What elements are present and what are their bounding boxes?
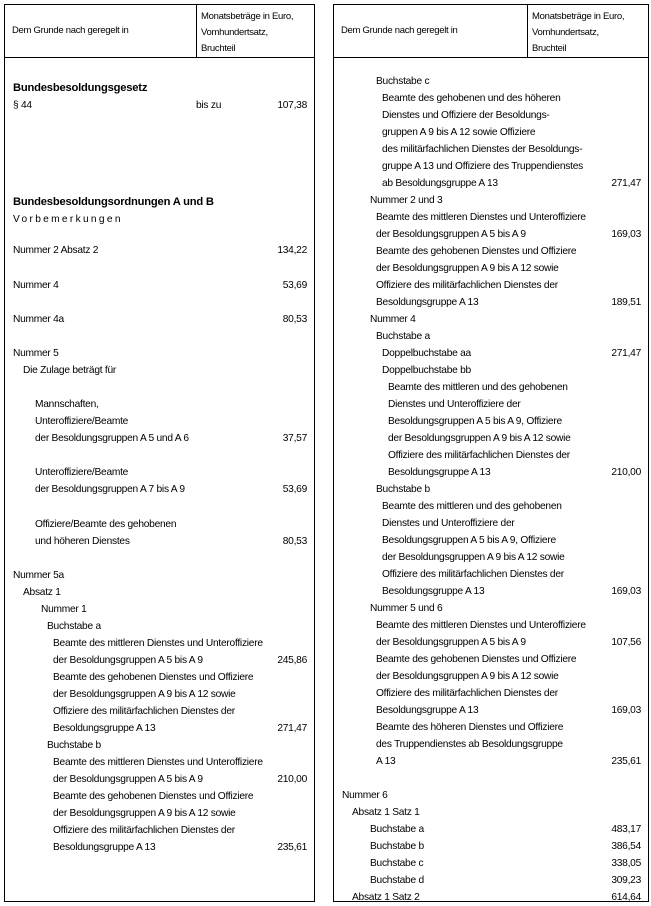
table-row (5, 277, 314, 294)
header-amount-label: Monatsbeträge in Euro, Vomhundertsatz, Bruchteil (201, 11, 294, 54)
row-text: der Besoldungsgruppen A 5 bis A 9 (53, 774, 203, 785)
header-amount-label: Monatsbeträge in Euro, Vomhundertsatz, Bruchteil (532, 11, 625, 54)
table-row (5, 533, 314, 550)
table-row (334, 872, 648, 889)
row-value: 169,03 (611, 586, 641, 597)
row-qualifier: bis zu (196, 100, 222, 111)
table-row (5, 839, 314, 856)
row-text: der Besoldungsgruppen A 9 bis A 12 sowie (376, 263, 559, 274)
row-text: Absatz 1 Satz 1 (352, 807, 420, 818)
row-value: 235,61 (277, 842, 307, 853)
row-text: Absatz 1 (23, 587, 61, 598)
row-text: Beamte des mittleren und des gehobenen (388, 382, 568, 393)
row-text: der Besoldungsgruppen A 7 bis A 9 (35, 484, 185, 495)
row-value: 235,61 (611, 756, 641, 767)
row-text: A 13 (376, 756, 396, 767)
row-text: Beamte des mittleren Dienstes und Unteroffiziere (376, 212, 586, 223)
row-text: der Besoldungsgruppen A 9 bis A 12 sowie (53, 808, 236, 819)
row-value: 210,00 (611, 467, 641, 478)
row-value: 169,03 (611, 229, 641, 240)
row-text: Nummer 4 (13, 280, 59, 291)
row-text: Nummer 6 (342, 790, 388, 801)
row-text: Beamte des mittleren Dienstes und Unteroffiziere (376, 620, 586, 631)
row-text: Doppelbuchstabe bb (382, 365, 471, 376)
right-table (333, 4, 649, 902)
row-value: 271,47 (611, 178, 641, 189)
row-text: Beamte des gehobenen Dienstes und Offiziere (53, 672, 254, 683)
row-text: Buchstabe c (370, 858, 424, 869)
table-row (5, 242, 314, 259)
table-row (5, 652, 314, 669)
row-value: 107,56 (611, 637, 641, 648)
table-row (5, 601, 314, 618)
table-row (334, 532, 648, 549)
header-divider (527, 5, 528, 57)
row-text: der Besoldungsgruppen A 5 bis A 9 (376, 637, 526, 648)
table-row (334, 515, 648, 532)
table-row (5, 805, 314, 822)
table-row (334, 345, 648, 362)
row-text: Bundesbesoldungsordnungen A und B (13, 196, 214, 208)
row-text: Dienstes und Unteroffiziere der (388, 399, 521, 410)
row-text: Buchstabe a (370, 824, 424, 835)
row-value: 189,51 (611, 297, 641, 308)
table-row (334, 294, 648, 311)
row-text: Beamte des gehobenen Dienstes und Offiziere (376, 654, 577, 665)
row-value: 80,53 (282, 314, 307, 325)
row-text: der Besoldungsgruppen A 9 bis A 12 sowie (382, 552, 565, 563)
row-text: Offiziere des militärfachlichen Dienstes der (376, 280, 558, 291)
row-text: Nummer 1 (41, 604, 87, 615)
row-text: Buchstabe a (47, 621, 101, 632)
row-value: 271,47 (277, 723, 307, 734)
table-row (334, 889, 648, 906)
row-text: der Besoldungsgruppen A 9 bis A 12 sowie (388, 433, 571, 444)
table-row (334, 396, 648, 413)
row-text: Buchstabe a (376, 331, 430, 342)
row-text: § 44 (13, 100, 32, 111)
table-row (334, 73, 648, 90)
table-row (334, 107, 648, 124)
row-text: Mannschaften, (35, 399, 99, 410)
table-row (334, 158, 648, 175)
row-text: Nummer 5a (13, 570, 64, 581)
table-row (334, 651, 648, 668)
row-text: Offiziere des militärfachlichen Dienstes der (382, 569, 564, 580)
row-text: Besoldungsgruppen A 5 bis A 9, Offiziere (382, 535, 556, 546)
row-text: gruppe A 13 und Offiziere des Truppendienstes (382, 161, 583, 172)
row-text: Offiziere des militärfachlichen Dienstes der (376, 688, 558, 699)
row-text: Buchstabe c (376, 76, 430, 87)
table-row (5, 362, 314, 379)
row-text: Beamte des mittleren Dienstes und Unteroffiziere (53, 757, 263, 768)
table-row (5, 618, 314, 635)
row-text: und höheren Dienstes (35, 536, 130, 547)
table-row (5, 788, 314, 805)
row-text: Nummer 5 und 6 (370, 603, 443, 614)
row-text: Besoldungsgruppen A 5 bis A 9, Offiziere (388, 416, 562, 427)
row-value: 53,69 (282, 280, 307, 291)
table-row (5, 464, 314, 481)
row-value: 107,38 (277, 100, 307, 111)
table-row (334, 583, 648, 600)
table-row (5, 194, 314, 211)
row-text: Beamte des mittleren Dienstes und Unteroffiziere (53, 638, 263, 649)
row-text: Dienstes und Offiziere der Besoldungs- (382, 110, 550, 121)
row-text: Beamte des mittleren und des gehobenen (382, 501, 562, 512)
table-row (334, 855, 648, 872)
row-text: ab Besoldungsgruppe A 13 (382, 178, 498, 189)
row-text: des militärfachlichen Dienstes der Besoldungs- (382, 144, 583, 155)
table-row (5, 345, 314, 362)
row-text: Nummer 4a (13, 314, 64, 325)
table-row (334, 311, 648, 328)
table-row (334, 328, 648, 345)
table-row (5, 311, 314, 328)
row-text: Besoldungsgruppe A 13 (53, 723, 156, 734)
table-row (334, 243, 648, 260)
row-value: 134,22 (277, 245, 307, 256)
row-text: der Besoldungsgruppen A 5 und A 6 (35, 433, 189, 444)
row-value: 210,00 (277, 774, 307, 785)
table-row (334, 362, 648, 379)
table-row (5, 635, 314, 652)
row-text: der Besoldungsgruppen A 5 bis A 9 (53, 655, 203, 666)
row-value: 37,57 (282, 433, 307, 444)
table-row (334, 379, 648, 396)
table-row (5, 430, 314, 447)
row-value: 338,05 (611, 858, 641, 869)
row-text: Dienstes und Unteroffiziere der (382, 518, 515, 529)
row-value: 386,54 (611, 841, 641, 852)
row-text: Besoldungsgruppe A 13 (376, 297, 479, 308)
table-row (334, 566, 648, 583)
table-row (5, 516, 314, 533)
row-text: des Truppendienstes ab Besoldungsgruppe (376, 739, 563, 750)
row-text: Besoldungsgruppe A 13 (388, 467, 491, 478)
table-row (334, 668, 648, 685)
table-row (334, 736, 648, 753)
table-row (334, 209, 648, 226)
table-row (5, 669, 314, 686)
table-row (334, 277, 648, 294)
table-row (334, 481, 648, 498)
table-row (334, 124, 648, 141)
row-value: 245,86 (277, 655, 307, 666)
table-row (5, 771, 314, 788)
table-row (334, 685, 648, 702)
table-row (334, 447, 648, 464)
table-row (5, 703, 314, 720)
row-text: Doppelbuchstabe aa (382, 348, 471, 359)
table-row (5, 396, 314, 413)
table-row (334, 787, 648, 804)
row-text: Buchstabe b (47, 740, 101, 751)
table-row (334, 600, 648, 617)
table-row (334, 464, 648, 481)
row-text: Offiziere des militärfachlichen Dienstes der (53, 825, 235, 836)
table-row (334, 753, 648, 770)
row-text: Buchstabe b (376, 484, 430, 495)
table-row (5, 737, 314, 754)
row-text: Absatz 1 Satz 2 (352, 892, 420, 903)
row-text: Offiziere/Beamte des gehobenen (35, 519, 177, 530)
row-value: 169,03 (611, 705, 641, 716)
table-row (334, 617, 648, 634)
table-row (334, 549, 648, 566)
table-row (334, 804, 648, 821)
row-text: Beamte des gehobenen Dienstes und Offiziere (376, 246, 577, 257)
table-row (5, 97, 314, 114)
row-text: Offiziere des militärfachlichen Dienstes der (388, 450, 570, 461)
table-row (5, 80, 314, 97)
row-value: 53,69 (282, 484, 307, 495)
table-row (5, 413, 314, 430)
row-value: 271,47 (611, 348, 641, 359)
table-row (5, 567, 314, 584)
table-row (334, 90, 648, 107)
row-text: Nummer 4 (370, 314, 416, 325)
table-row (334, 226, 648, 243)
row-text: Vorbemerkungen (13, 214, 123, 225)
row-text: Unteroffiziere/Beamte (35, 467, 129, 478)
row-text: Beamte des gehobenen und des höheren (382, 93, 561, 104)
row-text: Besoldungsgruppe A 13 (376, 705, 479, 716)
table-row (334, 192, 648, 209)
table-row (334, 498, 648, 515)
header-divider (196, 5, 197, 57)
table-row (334, 141, 648, 158)
row-text: Nummer 2 Absatz 2 (13, 245, 99, 256)
row-text: der Besoldungsgruppen A 5 bis A 9 (376, 229, 526, 240)
row-text: Unteroffiziere/Beamte (35, 416, 129, 427)
table-row (334, 838, 648, 855)
table-row (5, 754, 314, 771)
table-row (5, 481, 314, 498)
row-text: Beamte des höheren Dienstes und Offiziere (376, 722, 564, 733)
table-row (334, 719, 648, 736)
row-text: der Besoldungsgruppen A 9 bis A 12 sowie (376, 671, 559, 682)
row-text: Buchstabe b (370, 841, 424, 852)
table-row (5, 211, 314, 228)
row-text: Bundesbesoldungsgesetz (13, 82, 148, 94)
row-text: Besoldungsgruppe A 13 (382, 586, 485, 597)
row-text: Besoldungsgruppe A 13 (53, 842, 156, 853)
row-text: Nummer 2 und 3 (370, 195, 443, 206)
row-text: gruppen A 9 bis A 12 sowie Offiziere (382, 127, 536, 138)
row-value: 614,64 (611, 892, 641, 903)
table-row (5, 686, 314, 703)
table-row (334, 634, 648, 651)
table-row (334, 430, 648, 447)
row-value: 80,53 (282, 536, 307, 547)
table-row (5, 720, 314, 737)
table-row (334, 175, 648, 192)
table-row (334, 413, 648, 430)
row-text: Nummer 5 (13, 348, 59, 359)
table-row (334, 260, 648, 277)
row-text: Die Zulage beträgt für (23, 365, 117, 376)
row-text: Beamte des gehobenen Dienstes und Offiziere (53, 791, 254, 802)
table-row (334, 702, 648, 719)
table-row (334, 821, 648, 838)
row-value: 483,17 (611, 824, 641, 835)
table-header (334, 5, 648, 58)
header-basis-label: Dem Grunde nach geregelt in (12, 25, 129, 36)
table-row (5, 584, 314, 601)
table-row (5, 822, 314, 839)
row-text: Offiziere des militärfachlichen Dienstes der (53, 706, 235, 717)
left-table (4, 4, 315, 902)
header-basis-label: Dem Grunde nach geregelt in (341, 25, 458, 36)
table-header (5, 5, 314, 58)
row-value: 309,23 (611, 875, 641, 886)
row-text: der Besoldungsgruppen A 9 bis A 12 sowie (53, 689, 236, 700)
row-text: Buchstabe d (370, 875, 424, 886)
